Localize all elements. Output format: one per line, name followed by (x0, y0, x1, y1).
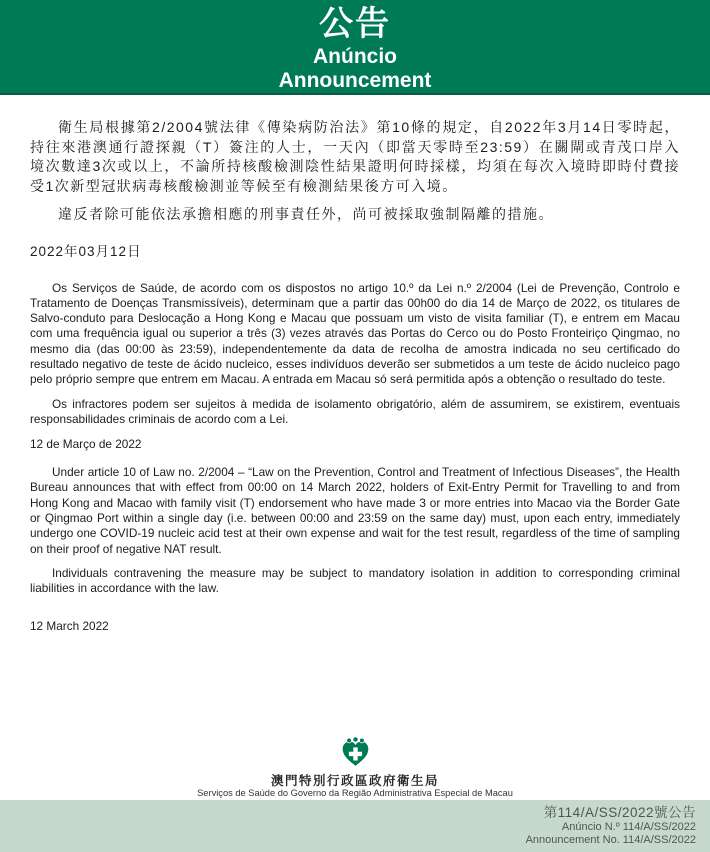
english-paragraph-1: Under article 10 of Law no. 2/2004 – “Law on the Prevention, Control and Treatment of Infectious Diseases”, the Health Bureau announces that with effect from 00:00 on 14 March 2022, holders of Exit-Entry Permit for Travelling to and from Hong Kong and Macao with family visit (T) endorsement who have made 3 or more entries into Macao via the Border Gate or Qingmao Port within a single day (i.e. between 00:00 and 23:59 on the same day) must, upon each entry, immediately undergo one COVID-19 nucleic acid test at their own expense and wait for the test result, regardless of the time of sampling on their proof of negative NAT result. (30, 465, 680, 556)
portuguese-date: 12 de Março de 2022 (30, 437, 142, 452)
reference-number-en: Announcement No. 114/A/SS/2022 (525, 834, 696, 846)
reference-number-zh: 第114/A/SS/2022號公告 (543, 805, 696, 820)
portuguese-section (30, 281, 680, 452)
english-date: 12 March 2022 (30, 618, 109, 633)
document-body (30, 97, 680, 633)
chinese-section (30, 118, 680, 260)
reference-number-pt: Anúncio N.º 114/A/SS/2022 (561, 821, 696, 833)
portuguese-paragraph-1: Os Serviços de Saúde, de acordo com os dispostos no artigo 10.º da Lei n.º 2/2004 (Lei de Prevenção, Controlo e Tratamento de Doenças Transmissíveis), determinam que a partir das 00h00 do dia 14 de Março de 2022, os titulares de Salvo-conduto para Deslocação a Hong Kong e Macau que possuam um visto de visita familiar (T), e entrem em Macau com uma frequência igual ou superior a três (3) vezes através das Portas do Cerco ou do Posto Fronteiriço Qingmao, no mesmo dia (das 00:00 às 23:59), independentemente da data de recolha de amostra indicada no seu certificado do resultado negativo de teste de ácido nucleico, esses indivíduos deverão ser submetidos a um teste de ácido nucleico pago pelo próprio sempre que entrem em Macau. A entrada em Macau só será permitida após a obtenção o resultado do teste. (30, 280, 680, 387)
reference-number-bar (0, 800, 710, 852)
chinese-paragraph-2: 違反者除可能依法承擔相應的刑事責任外，尚可被採取強制隔離的措施。 (58, 206, 554, 222)
footer (0, 737, 710, 799)
english-section (30, 465, 680, 632)
chinese-date: 2022年03月12日 (30, 243, 142, 259)
org-name-zh: 澳門特別行政區政府衛生局 (270, 774, 439, 788)
page-title-en: Announcement (278, 69, 432, 92)
page-title-pt: Anúncio (313, 45, 397, 68)
health-bureau-heart-cross-logo-icon (339, 737, 372, 769)
chinese-paragraph-1: 衛生局根據第2/2004號法律《傳染病防治法》第10條的規定，自2022年3月14日零時起，持往來港澳通行證探親（T）簽注的人士，一天內（即當天零時至23:59）在關閘或青茂口岸入境次數達3次或以上，不論所持核酸檢測陰性結果證明何時採樣，均須在每次入境時即時付費接受1次新型冠狀病毒核酸檢測並等候至有檢測結果後方可入境。 (30, 119, 680, 194)
header-banner (0, 0, 710, 95)
org-name-pt: Serviços de Saúde do Governo da Região Administrativa Especial de Macau (197, 788, 513, 798)
portuguese-paragraph-2: Os infractores podem ser sujeitos à medida de isolamento obrigatório, além de assumirem, se existirem, eventuais responsabilidades criminais de acordo com a Lei. (30, 396, 680, 426)
page-title-zh: 公告 (319, 5, 391, 43)
english-paragraph-2: Individuals contravening the measure may be subject to mandatory isolation in addition to corresponding criminal liabilities in accordance with the law. (30, 565, 680, 596)
